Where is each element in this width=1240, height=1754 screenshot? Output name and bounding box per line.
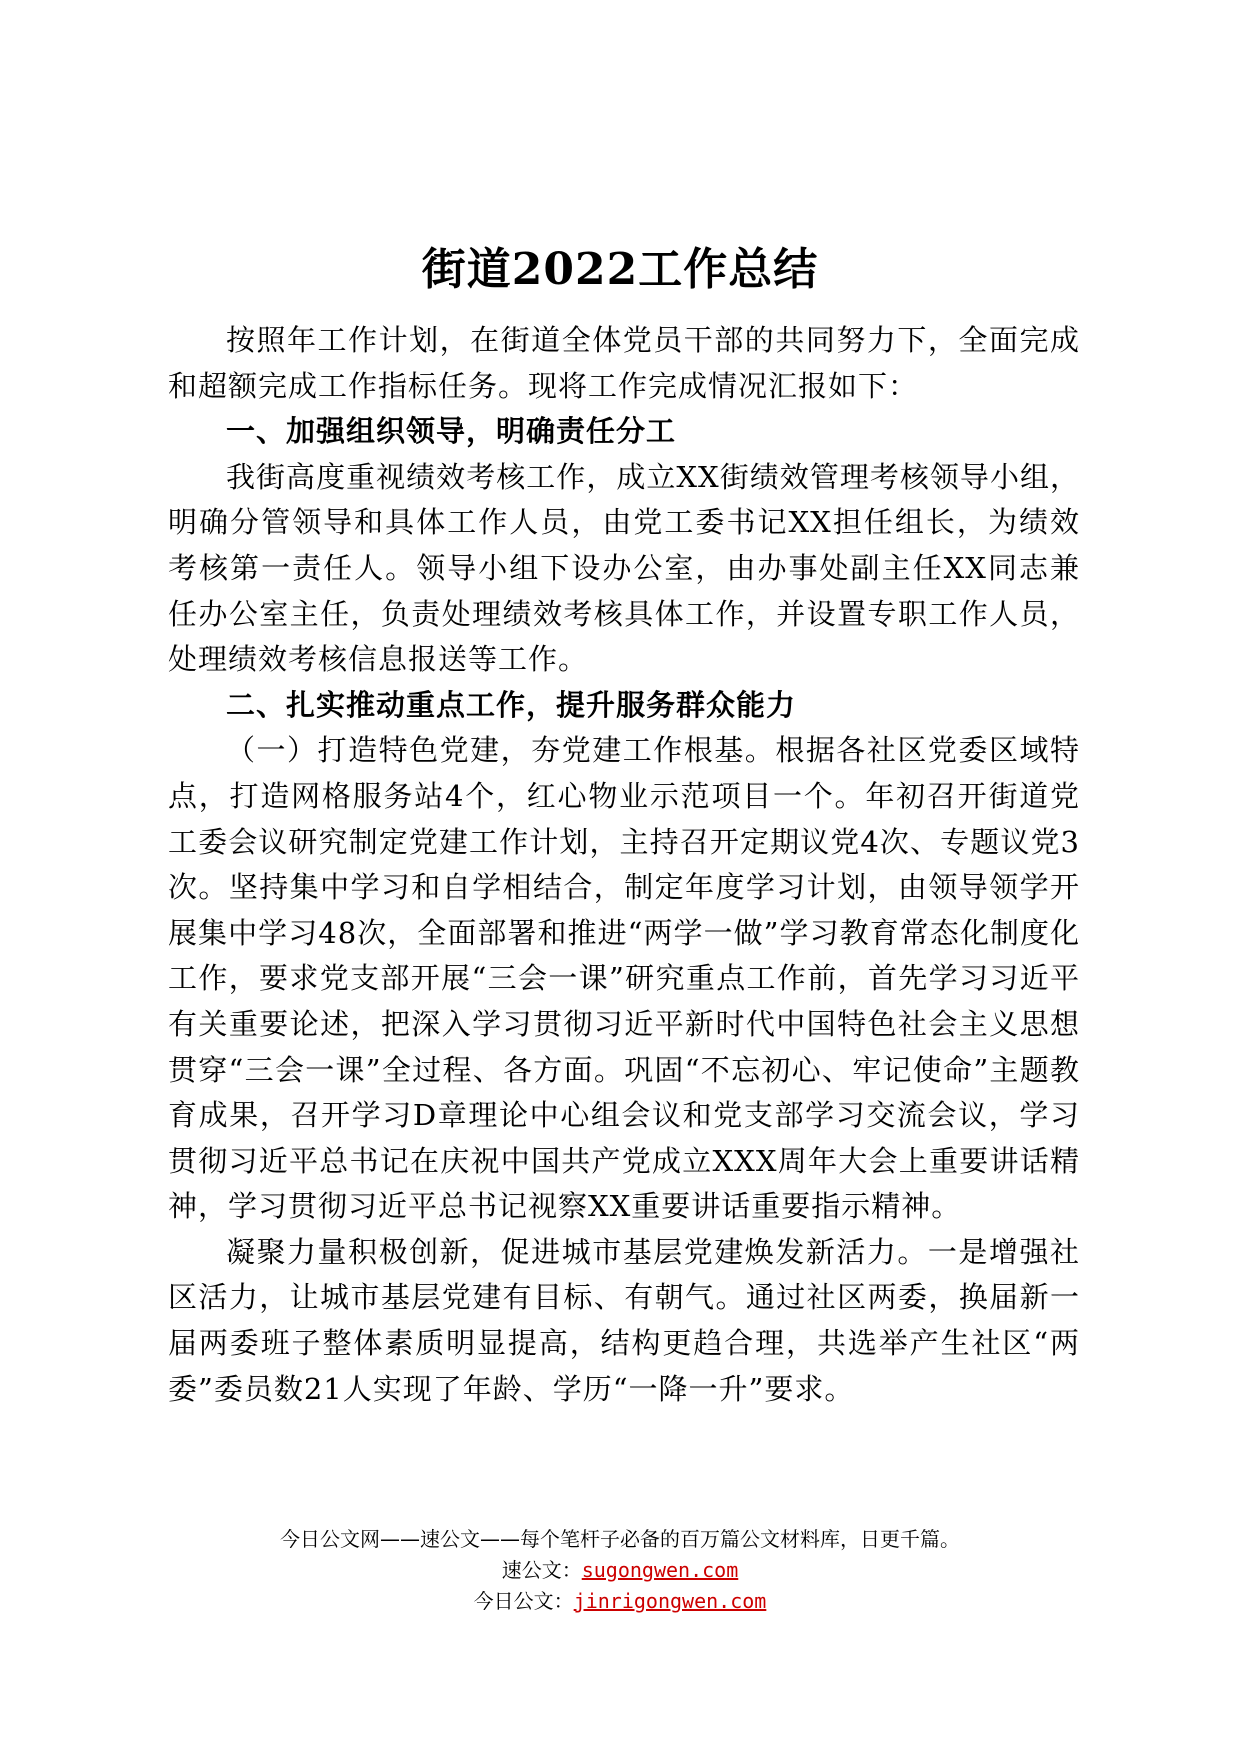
footer-sugongwen-line (0, 1555, 1240, 1586)
section-1-heading: 一、加强组织领导，明确责任分工 (226, 414, 677, 449)
section-2-heading: 二、扎实推动重点工作，提升服务群众能力 (226, 687, 797, 722)
document-title: 街道2022工作总结 (421, 244, 819, 295)
sugongwen-link[interactable]: sugongwen.com (581, 1558, 739, 1582)
section-1-paragraph: 我街高度重视绩效考核工作，成立XX街绩效管理考核领导小组，明确分管领导和具体工作人员，由党工委书记XX担任组长，为绩效考核第一责任人。领导小组下设办公室，由办事处副主任XX同志兼任办公室主任，负责处理绩效考核具体工作，并设置专职工作人员，处理绩效考核信息报送等工作。 (168, 459, 1080, 677)
footer-jinrigongwen-label: 今日公文： (473, 1589, 574, 1613)
footer (0, 1524, 1240, 1617)
document-body (168, 318, 1080, 1412)
section-2-paragraph-1: （一）打造特色党建，夯党建工作根基。根据各社区党委区域特点，打造网格服务站4个，红心物业示范项目一个。年初召开街道党工委会议研究制定党建工作计划，主持召开定期议党4次、专题议党3次。坚持集中学习和自学相结合，制定年度学习计划，由领导领学开展集中学习48次，全面部署和推进“两学一做”学习教育常态化制度化工作，要求党支部开展“三会一课”研究重点工作前，首先学习习近平有关重要论述，把深入学习贯彻习近平新时代中国特色社会主义思想贯穿“三会一课”全过程、各方面。巩固“不忘初心、牢记使命”主题教育成果，召开学习D章理论中心组会议和党支部学习交流会议，学习贯彻习近平总书记在庆祝中国共产党成立XXX周年大会上重要讲话精神，学习贯彻习近平总书记视察XX重要讲话重要指示精神。 (168, 733, 1080, 1224)
footer-jinrigongwen-line (0, 1586, 1240, 1617)
intro-paragraph: 按照年工作计划，在街道全体党员干部的共同努力下，全面完成和超额完成工作指标任务。现将工作完成情况汇报如下： (168, 323, 1080, 403)
section-2-paragraph-2: 凝聚力量积极创新，促进城市基层党建焕发新活力。一是增强社区活力，让城市基层党建有目标、有朝气。通过社区两委，换届新一届两委班子整体素质明显提高，结构更趋合理，共选举产生社区“两委”委员数21人实现了年龄、学历“一降一升”要求。 (168, 1234, 1080, 1406)
jinrigongwen-link[interactable]: jinrigongwen.com (573, 1589, 767, 1613)
footer-sugongwen-label: 速公文： (501, 1558, 582, 1582)
footer-slogan: 今日公文网——速公文——每个笔杆子必备的百万篇公文材料库，日更千篇。 (280, 1527, 960, 1551)
